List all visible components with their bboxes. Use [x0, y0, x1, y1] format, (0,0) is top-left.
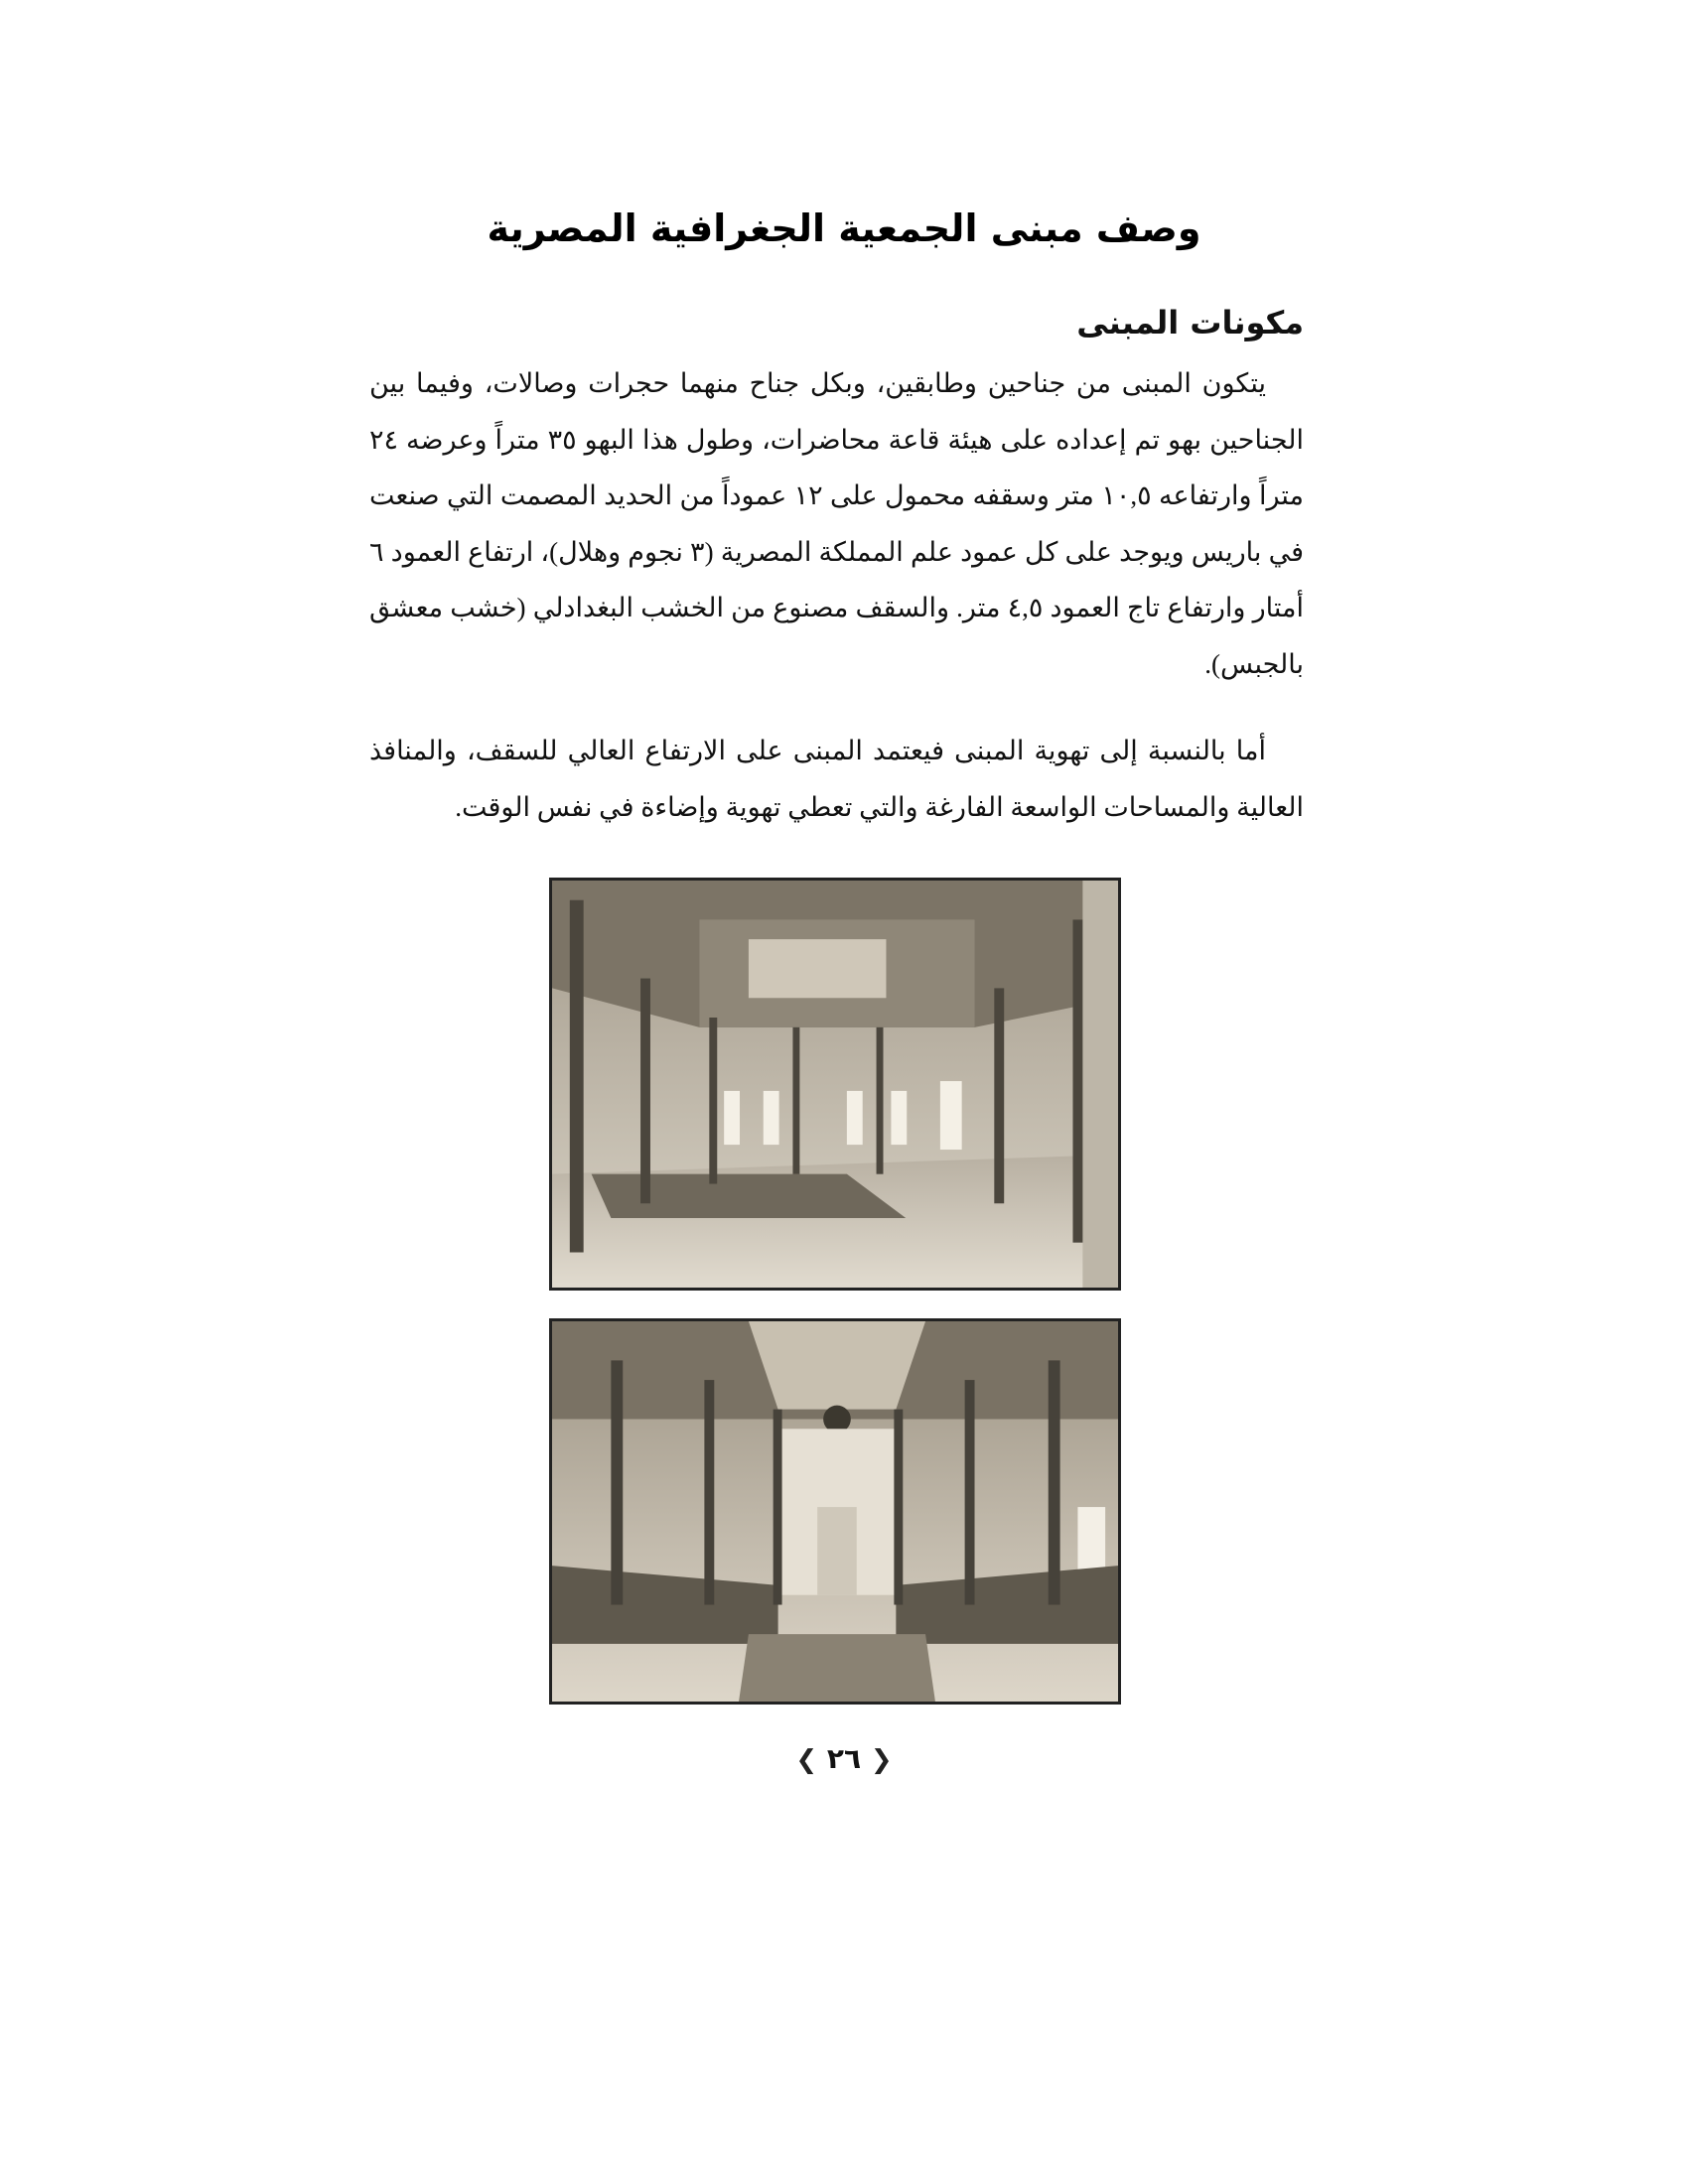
section-heading: مكونات المبنى — [1076, 304, 1304, 341]
paragraph-ventilation: أما بالنسبة إلى تهوية المبنى فيعتمد المبنى على الارتفاع العالي للسقف، والمنافذ العالية والمساحات الواسعة الفارغة والتي تعطي تهوية وإضاءة في نفس الوقت. — [369, 736, 1304, 822]
ornament-left-icon: ❮ — [870, 1745, 893, 1775]
page-title: وصف مبنى الجمعية الجغرافية المصرية — [487, 206, 1201, 250]
hall-interior-photo-2 — [549, 1318, 1121, 1705]
ornament-right-icon: ❯ — [795, 1745, 818, 1775]
paragraph-building-components: يتكون المبنى من جناحين وطابقين، وبكل جناح منهما حجرات وصالات، وفيما بين الجناحين بهو تم إعداده على هيئة قاعة محاضرات، وطول هذا البهو ٣٥ متراً وعرضه ٢٤ متراً وارتفاعه ١٠,٥ متر وسقفه محمول على ١٢ عموداً من الحديد المصمت التي صنعت في باريس ويوجد على كل عمود علم المملكة المصرية (٣ نجوم وهلال)، ارتفاع العمود ٦ أمتار وارتفاع تاج العمود ٤,٥ متر. والسقف مصنوع من الخشب البغدادلي (خشب معشق بالجبس). — [369, 368, 1304, 679]
hall-interior-photo-1 — [549, 878, 1121, 1291]
page-number — [695, 1739, 993, 1780]
page-number-value: ٢٦ — [826, 1742, 862, 1775]
